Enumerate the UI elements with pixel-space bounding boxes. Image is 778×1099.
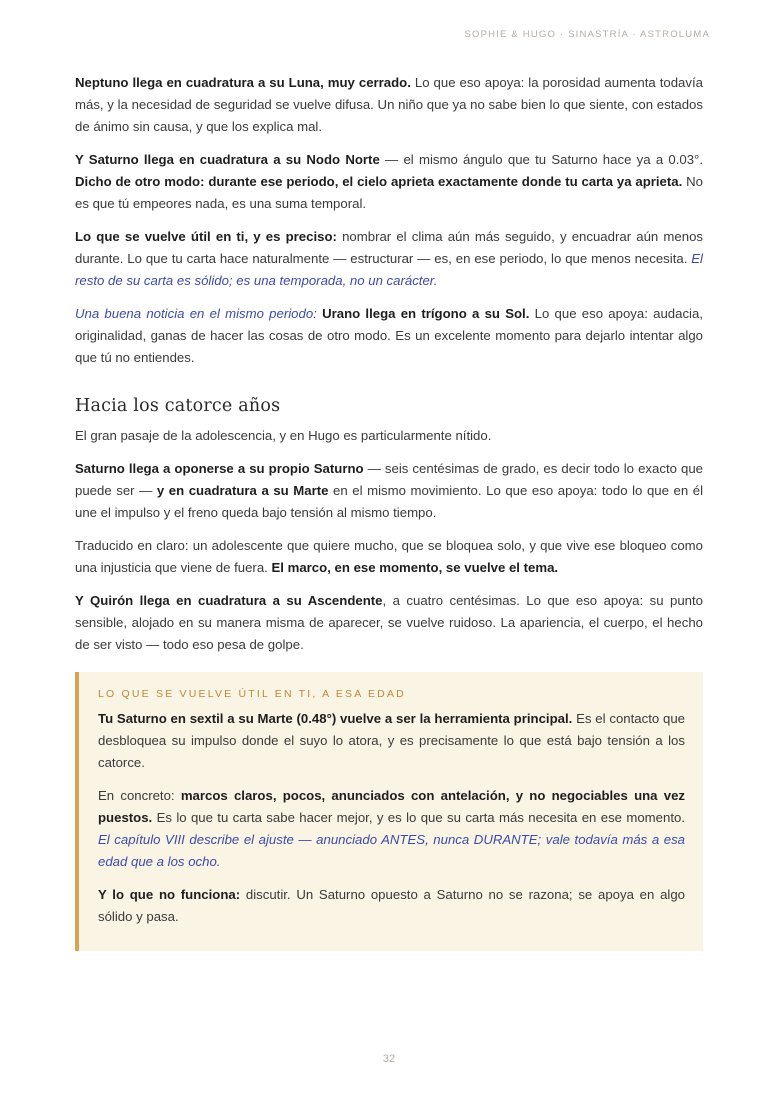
callout-title: LO QUE SE VUELVE ÚTIL EN TI, A ESA EDAD [98,688,406,700]
body-text: Es lo que tu carta sabe hacer mejor, y es lo que su carta más necesita en ese momento. [152,810,685,825]
callout-paragraph-concreto [98,785,685,873]
callout-box [75,672,703,951]
bold-text: El marco, en ese momento, se vuelve el tema. [271,560,559,575]
bold-text: Neptuno llega en cuadratura a su Luna, muy cerrado. [75,75,411,90]
page-content [75,72,703,951]
bold-text: Tu Saturno en sextil a su Marte (0.48°) vuelve a ser la herramienta principal. [98,711,573,726]
bold-text: Lo que se vuelve útil en ti, y es preciso: [75,229,337,244]
paragraph-traducido [75,535,703,579]
running-header: SOPHIE & HUGO · SINASTRÍA · ASTROLUMA [464,29,710,40]
italic-note: El capítulo VIII describe el ajuste — anunciado ANTES, nunca DURANTE; vale todavía más a esa edad que a los ocho. [98,832,685,869]
bold-text: Y Saturno llega en cuadratura a su Nodo Norte [75,152,380,167]
body-text: , a cuatro centésimas. Lo que eso apoya: su punto sensible, alojado en su manera misma de aparecer, se vuelve ruidoso. La apariencia, el cuerpo, el hecho de ser visto — todo eso pesa de golpe. [75,593,703,652]
bold-text: Urano llega en trígono a su Sol. [316,306,530,321]
bold-text: Y lo que no funciona: [98,887,241,902]
page-number: 32 [382,1053,396,1065]
paragraph-saturno-oposicion [75,458,703,524]
bold-text: y en cuadratura a su Marte [156,483,329,498]
callout-paragraph-herramienta [98,708,685,774]
body-text: discutir. Un Saturno opuesto a Saturno no se razona; se apoya en algo sólido y pasa. [98,887,685,924]
bold-text: marcos claros, pocos, anunciados con antelación, y no negociables una vez puestos. [98,788,685,825]
paragraph-util-preciso [75,226,703,292]
body-text: Es el contacto que desbloquea su impulso donde el suyo lo atora, y es precisamente lo que está bajo tensión a los catorce. [98,711,685,770]
italic-note: Una buena noticia en el mismo periodo: [75,306,317,321]
body-text: — el mismo ángulo que tu Saturno hace ya a 0.03°. [379,152,703,167]
bold-text: Saturno llega a oponerse a su propio Saturno [75,461,364,476]
body-text: Traducido en claro: un adolescente que quiere mucho, que se bloquea solo, y que vive ese bloqueo como una injusticia que viene de fuera. [75,538,703,575]
paragraph-intro: El gran pasaje de la adolescencia, y en Hugo es particularmente nítido. [75,428,492,443]
body-text: Lo que eso apoya: audacia, originalidad, ganas de hacer las cosas de otro modo. Es un excelente momento para dejarlo intentar algo que tú no entiendes. [75,306,703,365]
section-heading: Hacia los catorce años [75,396,281,416]
body-text: No es que tú empeores nada, es una suma temporal. [75,174,703,211]
body-text: En concreto: [98,788,181,803]
paragraph-neptuno [75,72,703,138]
body-text: — seis centésimas de grado, es decir todo lo exacto que puede ser — [75,461,704,498]
italic-note: El resto de su carta es sólido; es una temporada, no un carácter. [75,251,703,288]
paragraph-quiron [75,590,703,656]
body-text: nombrar el clima aún más seguido, y encuadrar aún menos durante. Lo que tu carta hace naturalmente — estructurar — es, en ese periodo, lo que menos necesita. [75,229,703,266]
callout-paragraph-no-funciona [98,884,685,928]
body-text: Lo que eso apoya: la porosidad aumenta todavía más, y la necesidad de seguridad se vuelve difusa. Un niño que ya no sabe bien lo que siente, con estados de ánimo sin causa, y que los explica mal. [75,75,703,134]
paragraph-saturno-nodo [75,149,703,215]
body-text: en el mismo movimiento. Lo que eso apoya: todo lo que en él une el impulso y el freno queda bajo tensión al mismo tiempo. [75,483,703,520]
bold-text: Y Quirón llega en cuadratura a su Ascendente [75,593,383,608]
paragraph-urano [75,303,703,369]
bold-text: Dicho de otro modo: durante ese periodo, el cielo aprieta exactamente donde tu carta ya aprieta. [75,174,683,189]
